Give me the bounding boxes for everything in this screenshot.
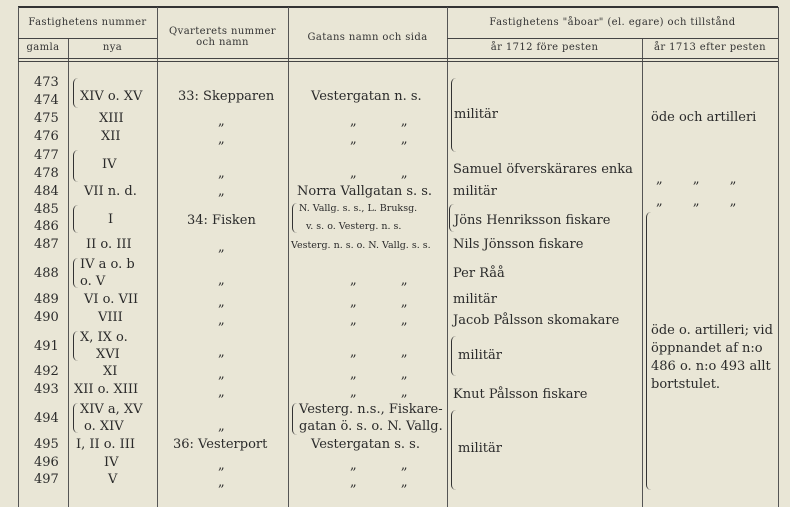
header-rule	[18, 38, 157, 39]
ditto-mark: „	[218, 114, 225, 129]
gamla-number: 477	[34, 148, 59, 163]
brace	[73, 78, 79, 108]
ditto-mark: „	[218, 184, 225, 199]
header-aboar: Fastighetens "åboar" (el. egare) och tillstånd	[489, 17, 736, 28]
nya-number: I	[108, 212, 114, 227]
nya-number: IV a o. b	[80, 257, 135, 272]
ditto-mark: „	[218, 458, 225, 473]
column-rule	[68, 38, 69, 507]
nya-number: o. V	[80, 274, 106, 289]
ditto-mark: „ „	[350, 367, 408, 382]
gamla-number: 494	[34, 411, 59, 426]
ditto-mark: „ „	[350, 166, 408, 181]
owner-entry: Jacob Pålsson skomakare	[453, 313, 620, 328]
header-qvarterets: Qvarterets nummer och namn	[169, 26, 276, 48]
gamla-number: 492	[34, 364, 59, 379]
brace	[73, 150, 79, 182]
ditto-mark: „	[218, 345, 225, 360]
brace	[73, 331, 79, 361]
ditto-mark: „	[218, 367, 225, 382]
status-entry: öde och artilleri	[651, 110, 757, 125]
nya-number: XII o. XIII	[74, 382, 139, 397]
ditto-mark: „ „	[350, 313, 408, 328]
nya-number: IV	[102, 157, 117, 172]
ditto-mark: „ „	[350, 458, 408, 473]
street-name: N. Vallg. s. s., L. Bruksg.	[299, 203, 418, 214]
nya-number: II o. III	[86, 237, 132, 252]
status-entry: öde o. artilleri; vid	[651, 323, 773, 338]
owner-entry: militär	[458, 348, 502, 363]
header-fastighetens-nummer: Fastighetens nummer	[28, 17, 147, 28]
header-ar-1713: år 1713 efter pesten	[654, 42, 766, 53]
owner-entry: militär	[453, 184, 497, 199]
ditto-mark: „	[218, 313, 225, 328]
gamla-number: 495	[34, 437, 59, 452]
header-nya: nya	[102, 42, 123, 53]
nya-number: XII	[101, 129, 121, 144]
nya-number: VI o. VII	[84, 292, 139, 307]
qvarter-name: 36: Vesterport	[173, 437, 268, 452]
gamla-number: 487	[34, 237, 59, 252]
nya-number: VII n. d.	[84, 184, 137, 199]
column-rule	[157, 7, 158, 507]
ditto-mark: „	[218, 475, 225, 490]
column-rule	[18, 7, 19, 507]
ditto-mark: „ „	[350, 345, 408, 360]
owner-entry: Samuel öfverskärares enka	[453, 162, 633, 177]
nya-number: XI	[103, 364, 118, 379]
gamla-number: 476	[34, 129, 59, 144]
column-rule	[447, 7, 448, 507]
gamla-number: 490	[34, 310, 59, 325]
ditto-mark: „	[218, 240, 225, 255]
ditto-mark: „	[218, 273, 225, 288]
gamla-number: 497	[34, 472, 59, 487]
owner-entry: Jöns Henriksson fiskare	[454, 213, 611, 228]
ditto-mark: „ „	[350, 114, 408, 129]
nya-number: XIV a, XV	[80, 402, 143, 417]
ditto-mark: „ „	[350, 295, 408, 310]
ditto-mark: „ „	[350, 475, 408, 490]
ditto-mark: „	[218, 132, 225, 147]
brace	[451, 336, 457, 376]
qvarter-name: 34: Fisken	[187, 213, 256, 228]
brace	[73, 403, 79, 433]
street-name: Vesterg. n.s., Fiskare-	[299, 402, 443, 417]
nya-number: XVI	[96, 347, 120, 362]
ditto-mark: „ „	[350, 132, 408, 147]
status-entry: 486 o. n:o 493 allt	[651, 359, 771, 374]
nya-number: I, II o. III	[76, 437, 136, 452]
nya-number: V	[108, 472, 118, 487]
owner-entry: Per Råå	[453, 266, 505, 281]
gamla-number: 474	[34, 93, 59, 108]
header-rule	[18, 61, 778, 62]
column-rule	[778, 7, 779, 507]
ditto-mark: „ „ „	[656, 194, 737, 209]
ditto-mark: „ „	[350, 385, 408, 400]
gamla-number: 486	[34, 219, 59, 234]
gamla-number: 493	[34, 382, 59, 397]
owner-entry: Nils Jönsson fiskare	[453, 237, 584, 252]
gamla-number: 491	[34, 339, 59, 354]
gamla-number: 488	[34, 266, 59, 281]
gamla-number: 496	[34, 455, 59, 470]
header-gamla: gamla	[26, 42, 60, 53]
brace	[451, 410, 457, 490]
nya-number: XIV o. XV	[80, 89, 143, 104]
ditto-mark: „	[218, 419, 225, 434]
street-name: Vestergatan n. s.	[311, 89, 422, 104]
ditto-mark: „ „ „	[656, 172, 737, 187]
qvarter-name: 33: Skepparen	[178, 89, 275, 104]
owner-entry: militär	[453, 292, 497, 307]
brace	[292, 403, 298, 435]
street-name: Vesterg. n. s. o. N. Vallg. s. s.	[291, 240, 431, 251]
gamla-number: 473	[34, 75, 59, 90]
brace	[73, 258, 79, 288]
nya-number: VIII	[98, 310, 123, 325]
column-rule	[642, 38, 643, 507]
header-ar-1712: år 1712 före pesten	[490, 42, 599, 53]
gamla-number: 478	[34, 166, 59, 181]
street-name: v. s. o. Vesterg. n. s.	[306, 221, 402, 232]
brace	[292, 203, 298, 233]
status-entry: öppnandet af n:o	[651, 341, 763, 356]
nya-number: IV	[104, 455, 119, 470]
brace	[73, 205, 79, 233]
nya-number: XIII	[99, 111, 124, 126]
header-gatans: Gatans namn och sida	[307, 32, 428, 43]
ditto-mark: „	[218, 166, 225, 181]
ditto-mark: „	[218, 295, 225, 310]
ditto-mark: „ „	[350, 273, 408, 288]
owner-entry: militär	[454, 107, 498, 122]
status-entry: bortstulet.	[651, 377, 721, 392]
street-name: Norra Vallgatan s. s.	[297, 184, 433, 199]
nya-number: X, IX o.	[80, 330, 128, 345]
street-name: Vestergatan s. s.	[311, 437, 420, 452]
gamla-number: 475	[34, 111, 59, 126]
owner-entry: Knut Pålsson fiskare	[453, 387, 588, 402]
street-name: gatan ö. s. o. N. Vallg.	[299, 419, 443, 434]
gamla-number: 485	[34, 202, 59, 217]
gamla-number: 484	[34, 184, 59, 199]
ditto-mark: „	[218, 385, 225, 400]
header-rule	[447, 38, 778, 39]
owner-entry: militär	[458, 441, 502, 456]
nya-number: o. XIV	[84, 419, 124, 434]
header-rule	[18, 58, 778, 59]
gamla-number: 489	[34, 292, 59, 307]
top-rule	[18, 6, 778, 8]
column-rule	[288, 7, 289, 507]
